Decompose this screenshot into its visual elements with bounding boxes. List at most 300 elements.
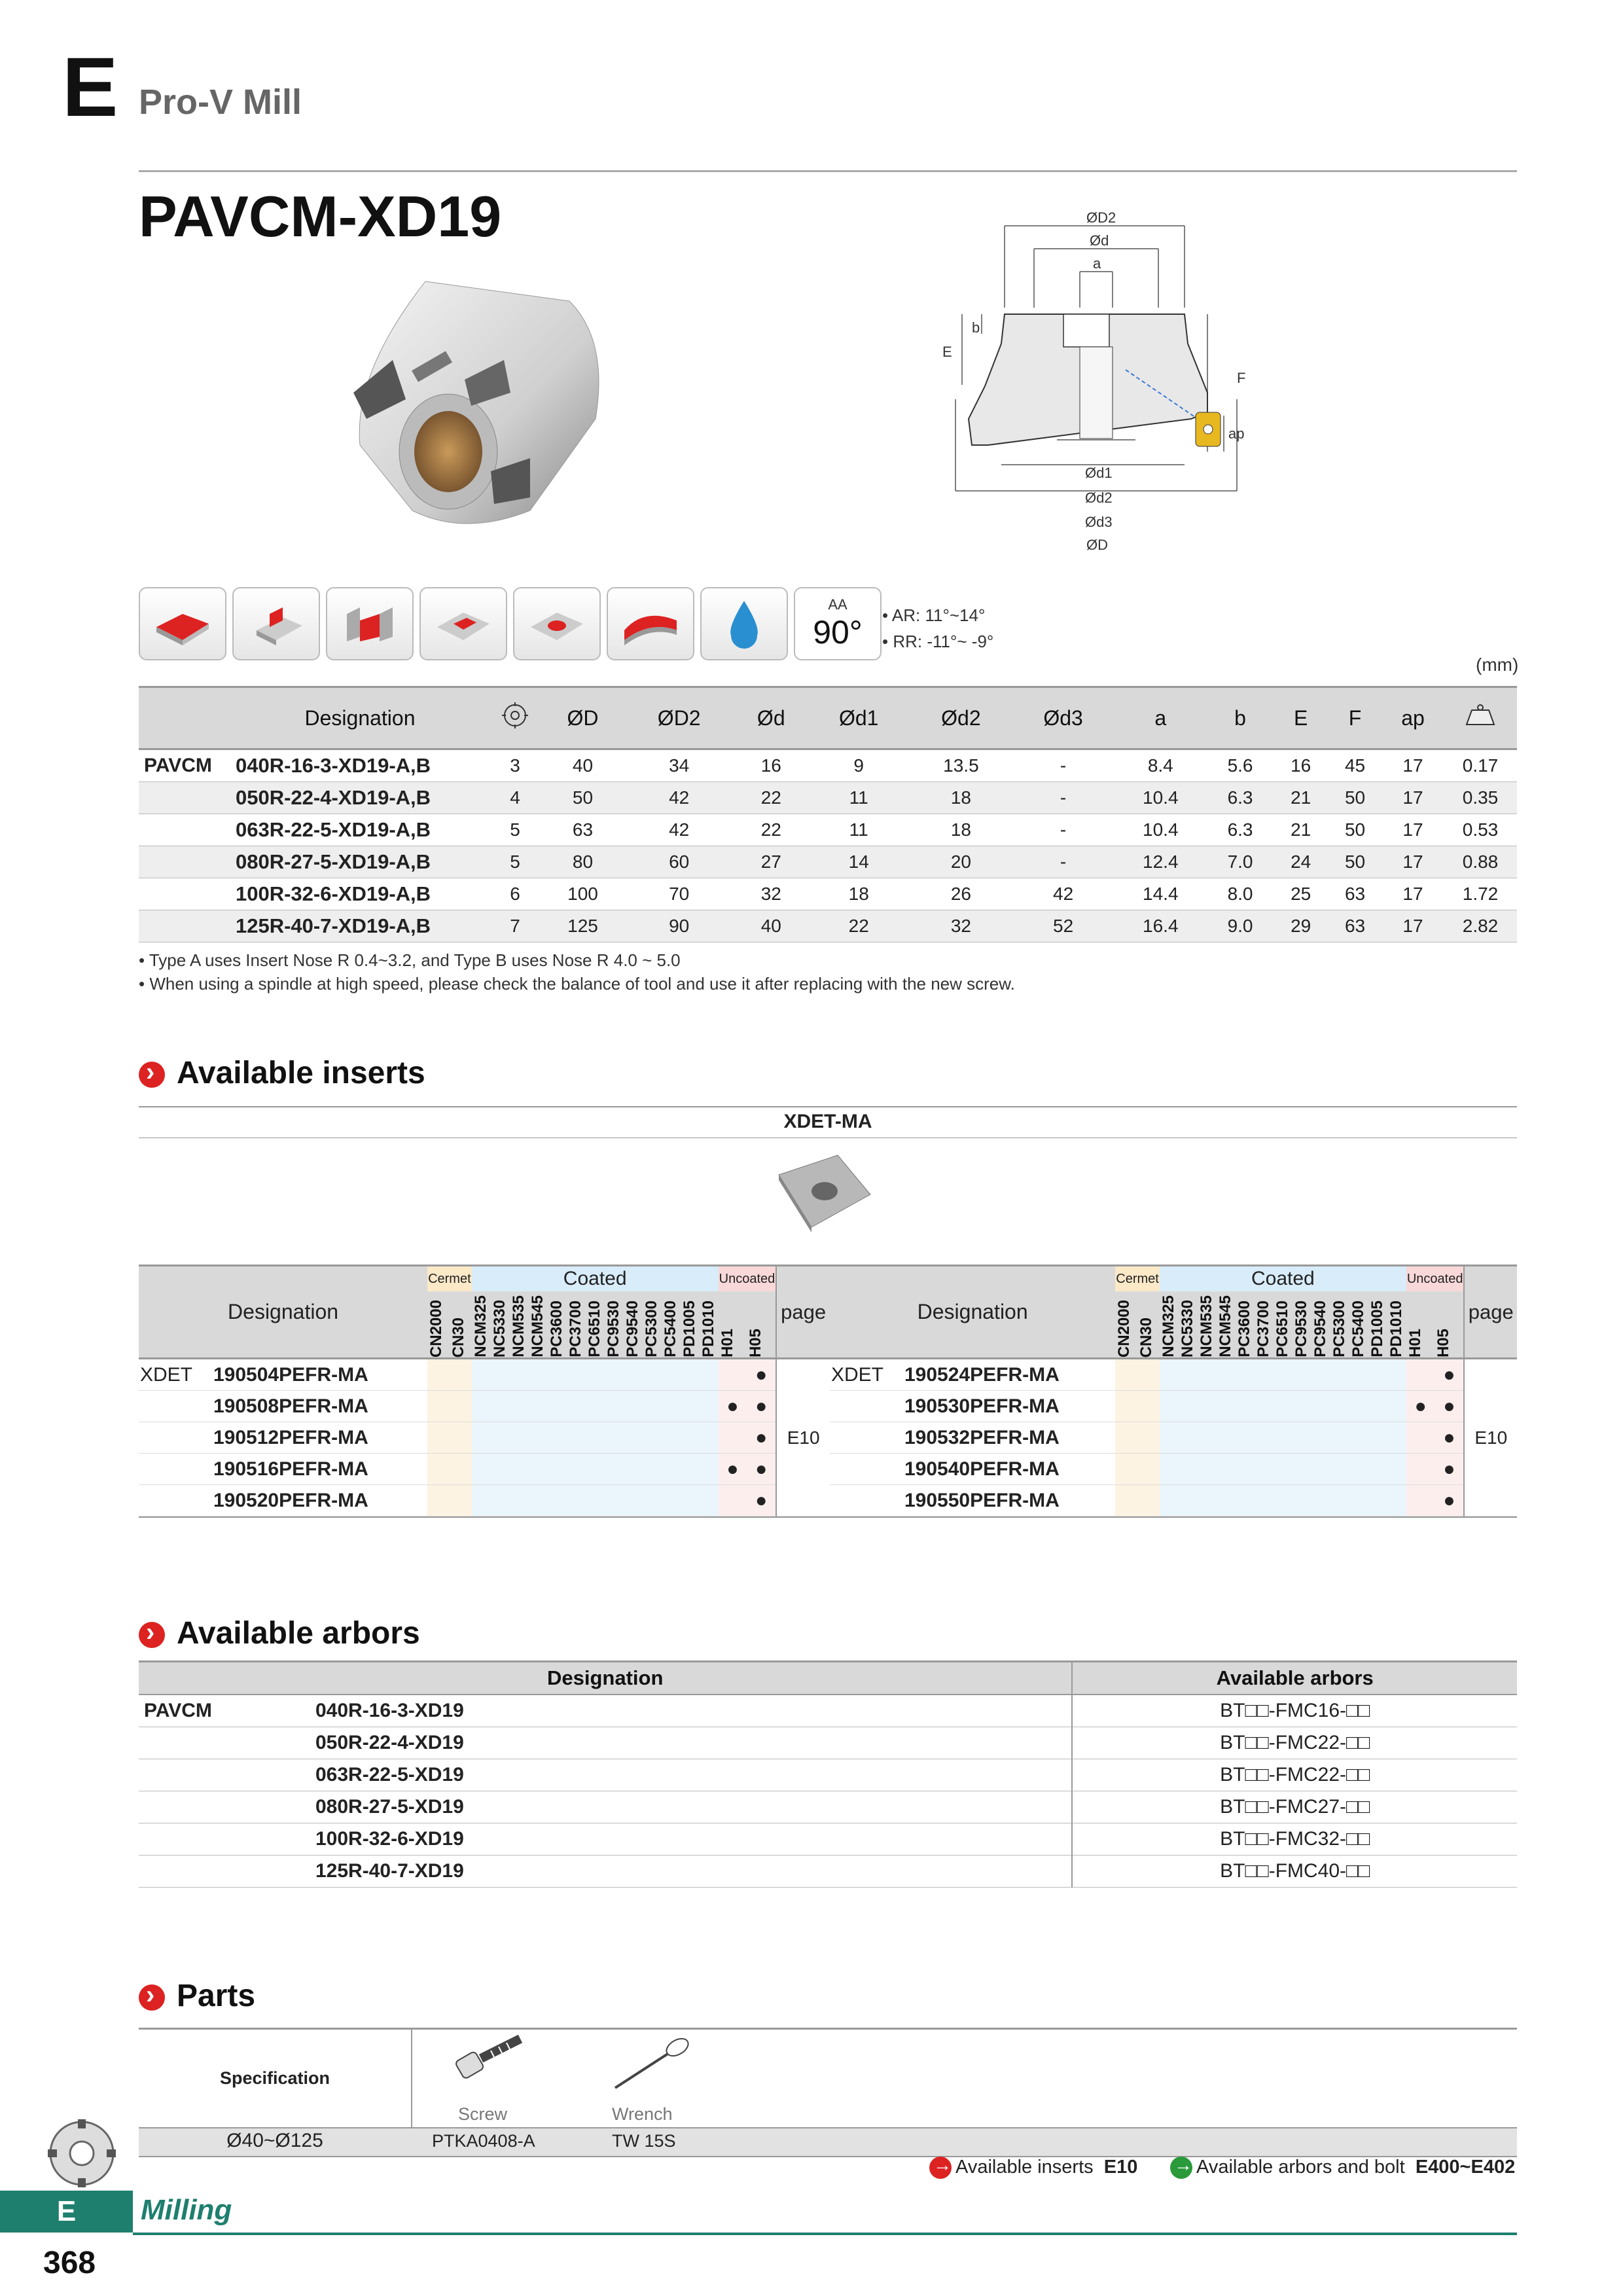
grade-cell [1255, 1454, 1274, 1485]
arbors-header-row [139, 1662, 1517, 1695]
spec-cell: 17 [1382, 878, 1444, 910]
spec-cell: 42 [1012, 878, 1114, 910]
grade-column-header [643, 1292, 662, 1359]
spec-prefix [139, 878, 232, 910]
parts-range: Ø40~Ø125 [226, 2130, 323, 2151]
arbor-designation: 100R-32-6-XD19 [315, 1823, 1072, 1856]
grade-cell [1330, 1485, 1349, 1516]
grade-cell [1236, 1391, 1255, 1422]
grade-cell [662, 1454, 681, 1485]
spec-cell: 21 [1274, 782, 1328, 814]
grade-cell [681, 1454, 700, 1485]
spec-cell: 16 [734, 749, 808, 782]
spec-cell: 18 [808, 878, 910, 910]
grade-column-header [1368, 1292, 1387, 1359]
grade-cell [1368, 1422, 1387, 1454]
grade-cell [1115, 1485, 1137, 1516]
grade-cell [681, 1422, 700, 1454]
wrench-icon [609, 2036, 694, 2094]
coated-group-label: Coated [1160, 1266, 1406, 1292]
arrow-icon [139, 1622, 165, 1648]
grade-cell [1311, 1485, 1330, 1516]
grade-cell: ● [1435, 1359, 1464, 1391]
grade-cell: ● [719, 1454, 747, 1485]
grade-label: PC9530 [1292, 1300, 1310, 1357]
coolant-icon [700, 587, 788, 660]
arbor-row [139, 1695, 1517, 1727]
grade-cell [567, 1454, 586, 1485]
spec-cell: 22 [734, 814, 808, 846]
grade-column-header [1179, 1292, 1198, 1359]
grade-label: PC5300 [642, 1300, 660, 1357]
grade-cell [1311, 1422, 1330, 1454]
spec-cell: 20 [910, 846, 1012, 878]
axial-rake-note: • AR: 11°~14° [882, 605, 986, 625]
grade-cell [700, 1359, 719, 1391]
arbor-code: BT□□-FMC22-□□ [1072, 1759, 1517, 1791]
grade-column-header [605, 1292, 624, 1359]
spec-cell: 60 [624, 846, 734, 878]
ap-header: ap [1382, 687, 1444, 749]
shoulder-milling-icon [232, 587, 320, 660]
insert-designation: 190540PEFR-MA [904, 1454, 1115, 1485]
grade-label: PD1005 [1368, 1300, 1386, 1357]
spec-cell: 6 [488, 878, 542, 910]
b-header: b [1207, 687, 1274, 749]
spec-cell: 50 [1328, 846, 1382, 878]
insert-row [139, 1422, 830, 1454]
grade-cell [548, 1391, 567, 1422]
spec-cell: 24 [1274, 846, 1328, 878]
arrow-icon [139, 1984, 165, 2011]
grade-cell [427, 1454, 450, 1485]
spec-cell: 14.4 [1115, 878, 1207, 910]
grade-cell [586, 1359, 605, 1391]
grade-cell [586, 1422, 605, 1454]
spec-cell: 0.17 [1444, 749, 1517, 782]
grade-cell: ● [1435, 1485, 1464, 1516]
arbor-designation: 040R-16-3-XD19 [315, 1695, 1072, 1727]
grade-cell [605, 1359, 624, 1391]
grade-label: PD1010 [1387, 1300, 1405, 1357]
grade-cell [1217, 1485, 1236, 1516]
footer-link-inserts[interactable] [929, 2157, 1137, 2179]
spec-table [139, 686, 1517, 942]
grade-cell [1330, 1422, 1349, 1454]
spec-row [139, 910, 1517, 942]
grade-cell [1387, 1454, 1406, 1485]
footer-link2-ref: E400~E402 [1415, 2157, 1516, 2178]
grade-cell [1311, 1391, 1330, 1422]
grade-cell [567, 1391, 586, 1422]
insert-prefix [139, 1485, 213, 1516]
spec-cell: 63 [1328, 878, 1382, 910]
grade-cell [529, 1454, 548, 1485]
grade-cell [1255, 1422, 1274, 1454]
Od2-header: Ød2 [910, 687, 1012, 749]
grade-column-header [662, 1292, 681, 1359]
spec-cell: 3 [488, 749, 542, 782]
grade-cell [1115, 1422, 1137, 1454]
grade-cell [681, 1485, 700, 1516]
OD2-header: ØD2 [624, 687, 734, 749]
insert-page-ref[interactable]: E10 [1464, 1359, 1517, 1516]
grade-cell [491, 1359, 510, 1391]
grade-cell [624, 1359, 643, 1391]
note-type: • Type A uses Insert Nose R 0.4~3.2, and Type B uses Nose R 4.0 ~ 5.0 [139, 950, 681, 970]
grade-cell [1330, 1454, 1349, 1485]
weight-header [1444, 687, 1517, 749]
teeth-count-icon [501, 701, 529, 730]
spec-cell: 14 [808, 846, 910, 878]
grade-cell [472, 1454, 491, 1485]
inserts-heading-text: Available inserts [177, 1056, 425, 1090]
grade-cell [1217, 1422, 1236, 1454]
spec-row [139, 846, 1517, 878]
spec-prefix [139, 814, 232, 846]
spec-cell: 13.5 [910, 749, 1012, 782]
arbor-code: BT□□-FMC40-□□ [1072, 1856, 1517, 1888]
grade-cell: ● [1435, 1391, 1464, 1422]
grade-cell [1255, 1391, 1274, 1422]
grade-column-header [1330, 1292, 1349, 1359]
grade-cell [472, 1485, 491, 1516]
grade-column-header [491, 1292, 510, 1359]
insert-designation: 190532PEFR-MA [904, 1422, 1115, 1454]
arbor-prefix [139, 1727, 315, 1759]
label-b: b [972, 319, 980, 336]
grade-cell [1160, 1454, 1179, 1485]
spec-cell: 17 [1382, 814, 1444, 846]
grade-cell [643, 1359, 662, 1391]
grade-cell [1137, 1485, 1160, 1516]
insert-row [830, 1422, 1517, 1454]
grade-label: PC5300 [1330, 1300, 1348, 1357]
grade-cell [624, 1454, 643, 1485]
arbor-designation: 080R-27-5-XD19 [315, 1791, 1072, 1823]
grade-cell [1198, 1454, 1217, 1485]
spec-row [139, 814, 1517, 846]
grade-label: NCM545 [528, 1295, 546, 1357]
spec-cell: 7 [488, 910, 542, 942]
spec-designation: 100R-32-6-XD19-A,B [232, 878, 488, 910]
grade-cell [427, 1485, 450, 1516]
grade-cell [643, 1391, 662, 1422]
spec-cell: - [1012, 846, 1114, 878]
grade-cell [1115, 1454, 1137, 1485]
insert-designation-header: Designation [139, 1266, 427, 1359]
spec-cell: 6.3 [1207, 782, 1274, 814]
footer-bar [133, 2233, 1517, 2235]
insert-row [830, 1485, 1517, 1516]
header-rule [139, 170, 1517, 172]
spec-cell: 32 [910, 910, 1012, 942]
prefix-header [139, 687, 232, 749]
grade-cell [567, 1422, 586, 1454]
spec-cell: - [1012, 782, 1114, 814]
grade-cell [1368, 1454, 1387, 1485]
spec-cell: 90 [624, 910, 734, 942]
insert-prefix [830, 1391, 904, 1422]
screw-label: Screw [458, 2104, 508, 2124]
grade-column-header [624, 1292, 643, 1359]
label-Od3: Ød3 [1085, 514, 1113, 530]
grade-cell [1179, 1422, 1198, 1454]
spec-cell: 70 [624, 878, 734, 910]
grade-cell [1293, 1485, 1311, 1516]
grade-cell [681, 1359, 700, 1391]
insert-grade-table [830, 1265, 1517, 1516]
grade-cell [1179, 1391, 1198, 1422]
spec-cell: 8.4 [1115, 749, 1207, 782]
spec-cell: 45 [1328, 749, 1382, 782]
spec-row [139, 749, 1517, 782]
grade-column-header [1115, 1292, 1137, 1359]
F-header: F [1328, 687, 1382, 749]
insert-name: XDET-MA [783, 1111, 872, 1132]
grade-cell [1160, 1359, 1179, 1391]
grade-cell [491, 1485, 510, 1516]
label-Od2b: Ød2 [1085, 490, 1113, 506]
insert-page-ref[interactable]: E10 [776, 1359, 830, 1516]
insert-designation: 190524PEFR-MA [904, 1359, 1115, 1391]
grade-cell [1198, 1359, 1217, 1391]
insert-designation-header: Designation [830, 1266, 1115, 1359]
page-number: 368 [43, 2246, 96, 2280]
insert-image [766, 1149, 877, 1234]
cermet-group-label: Cermet [1115, 1266, 1160, 1292]
spec-row [139, 878, 1517, 910]
grade-cell [700, 1391, 719, 1422]
grade-cell [1236, 1454, 1255, 1485]
spec-cell: 9 [808, 749, 910, 782]
spec-cell: 52 [1012, 910, 1114, 942]
spec-prefix [139, 782, 232, 814]
grade-column-header [1311, 1292, 1330, 1359]
grade-cell [548, 1454, 567, 1485]
grade-cell [1115, 1391, 1137, 1422]
grade-cell: ● [747, 1391, 776, 1422]
spec-cell: 16 [1274, 749, 1328, 782]
insert-designation: 190512PEFR-MA [213, 1422, 427, 1454]
grade-cell [1387, 1422, 1406, 1454]
grade-label: PC5400 [661, 1300, 679, 1357]
arbors-table [139, 1660, 1517, 1888]
grade-cell: ● [747, 1422, 776, 1454]
grade-label: PD1005 [680, 1300, 698, 1357]
spec-cell: 100 [542, 878, 624, 910]
arbor-prefix [139, 1791, 315, 1823]
spec-cell: 17 [1382, 846, 1444, 878]
grade-cell [586, 1485, 605, 1516]
grade-cell [1349, 1391, 1368, 1422]
grade-cell: ● [719, 1391, 747, 1422]
grade-cell [662, 1485, 681, 1516]
arbor-row [139, 1823, 1517, 1856]
grade-cell [586, 1391, 605, 1422]
grade-label: PC6510 [585, 1300, 603, 1357]
grade-cell [1330, 1359, 1349, 1391]
label-Od: Ød [1090, 232, 1109, 249]
parts-screw-code: PTKA0408-A [432, 2131, 535, 2151]
grade-cell [1137, 1454, 1160, 1485]
grade-column-header [1198, 1292, 1217, 1359]
arbors-heading [139, 1615, 420, 1651]
spec-cell: 18 [910, 814, 1012, 846]
grade-cell [491, 1391, 510, 1422]
parts-heading-text: Parts [177, 1979, 256, 2013]
spec-cell: 4 [488, 782, 542, 814]
grade-label: NCM535 [1197, 1295, 1215, 1357]
grade-cell [491, 1422, 510, 1454]
grade-cell [1236, 1422, 1255, 1454]
grade-cell [1349, 1454, 1368, 1485]
label-Od1: Ød1 [1085, 465, 1113, 481]
category-label: Milling [141, 2194, 232, 2226]
Od-header: Ød [734, 687, 808, 749]
grade-cell [1255, 1359, 1274, 1391]
grade-cell [427, 1359, 450, 1391]
grade-label: H05 [1435, 1328, 1453, 1357]
grade-label: PC5400 [1349, 1300, 1367, 1357]
parts-wrench-code: TW 15S [612, 2131, 676, 2151]
label-ap: ap [1228, 425, 1245, 442]
grade-label: PC3700 [566, 1300, 584, 1357]
grade-cell [1293, 1422, 1311, 1454]
grade-cell [1217, 1359, 1236, 1391]
arbor-code: BT□□-FMC22-□□ [1072, 1727, 1517, 1759]
spec-designation: 040R-16-3-XD19-A,B [232, 749, 488, 782]
footer-link-arbors[interactable] [1170, 2157, 1515, 2179]
insert-designation: 190520PEFR-MA [213, 1485, 427, 1516]
spec-cell: 26 [910, 878, 1012, 910]
grade-column-header [1217, 1292, 1236, 1359]
spec-cell: 18 [910, 782, 1012, 814]
angle-label: AA [828, 596, 847, 613]
grade-label: PD1010 [699, 1300, 717, 1357]
parts-heading [139, 1978, 255, 2014]
grade-cell [1179, 1454, 1198, 1485]
grade-cell [681, 1391, 700, 1422]
grade-cell [427, 1422, 450, 1454]
grade-cell [1311, 1454, 1330, 1485]
chapter-tab: E [0, 2191, 133, 2233]
label-F: F [1237, 370, 1246, 386]
label-OD: ØD [1086, 537, 1108, 553]
screw-icon [452, 2032, 530, 2091]
cermet-group-label: Cermet [427, 1266, 472, 1292]
insert-prefix [830, 1485, 904, 1516]
arrow-icon [1170, 2157, 1192, 2179]
grade-column-header [586, 1292, 605, 1359]
insert-row [139, 1359, 830, 1391]
grade-cell [450, 1359, 472, 1391]
spec-prefix: PAVCM [139, 749, 232, 782]
label-OD2: ØD2 [1086, 209, 1116, 226]
uncoated-group-label: Uncoated [1406, 1266, 1465, 1292]
grade-cell [1349, 1485, 1368, 1516]
grade-cell [472, 1359, 491, 1391]
arbor-row [139, 1727, 1517, 1759]
grade-cell [548, 1485, 567, 1516]
label-E: E [942, 344, 952, 360]
insert-designation: 190504PEFR-MA [213, 1359, 427, 1391]
grade-cell [700, 1454, 719, 1485]
approach-angle-box [794, 587, 882, 660]
spec-cell: 0.35 [1444, 782, 1517, 814]
grade-cell [1160, 1391, 1179, 1422]
parts-rule [139, 2028, 1517, 2030]
grade-cell [1274, 1422, 1293, 1454]
grade-cell [529, 1359, 548, 1391]
grade-cell [1236, 1485, 1255, 1516]
grade-cell [491, 1454, 510, 1485]
grade-label: NCM535 [509, 1295, 527, 1357]
grade-cell [1274, 1359, 1293, 1391]
spec-cell: 63 [542, 814, 624, 846]
arbors-available-header: Available arbors [1072, 1662, 1517, 1695]
grade-label: CN30 [1137, 1317, 1156, 1357]
grade-cell [1387, 1485, 1406, 1516]
spec-cell: 1.72 [1444, 878, 1517, 910]
grade-cell [624, 1485, 643, 1516]
grade-cell [1160, 1422, 1179, 1454]
grade-cell [1349, 1422, 1368, 1454]
parts-spec-label: Specification [219, 2068, 330, 2088]
spec-cell: 7.0 [1207, 846, 1274, 878]
grade-column-header [472, 1292, 491, 1359]
grade-cell [1198, 1391, 1217, 1422]
grade-cell: ● [747, 1359, 776, 1391]
insert-table-left [139, 1265, 830, 1518]
spec-cell: 29 [1274, 910, 1328, 942]
insert-designation: 190508PEFR-MA [213, 1391, 427, 1422]
insert-group-row [830, 1266, 1517, 1292]
radial-rake-note: • RR: -11°~ -9° [882, 632, 994, 651]
insert-row [139, 1485, 830, 1516]
spec-designation: 125R-40-7-XD19-A,B [232, 910, 488, 942]
grade-column-header [1293, 1292, 1311, 1359]
spec-cell: 6.3 [1207, 814, 1274, 846]
arbor-code: BT□□-FMC16-□□ [1072, 1695, 1517, 1727]
insert-prefix [830, 1422, 904, 1454]
grade-column-header [529, 1292, 548, 1359]
arbor-prefix [139, 1856, 315, 1888]
grade-cell: ● [1406, 1391, 1435, 1422]
angle-value: 90° [813, 614, 863, 651]
grade-label: H01 [718, 1328, 736, 1357]
grade-cell: ● [1435, 1454, 1464, 1485]
grade-cell [643, 1485, 662, 1516]
grade-cell [472, 1422, 491, 1454]
grade-cell [548, 1422, 567, 1454]
inserts-heading [139, 1055, 425, 1091]
grade-column-header [450, 1292, 472, 1359]
arbor-prefix [139, 1823, 315, 1856]
spec-cell: 34 [624, 749, 734, 782]
insert-row [139, 1391, 830, 1422]
spec-cell: 40 [542, 749, 624, 782]
spec-cell: 12.4 [1115, 846, 1207, 878]
grade-cell [1406, 1422, 1435, 1454]
insert-prefix: XDET [139, 1359, 213, 1391]
grade-cell [700, 1485, 719, 1516]
grade-label: NCM545 [1216, 1295, 1234, 1357]
grade-cell [1137, 1391, 1160, 1422]
pocketing-icon [419, 587, 507, 660]
grade-column-header [1137, 1292, 1160, 1359]
grade-column-header [1435, 1292, 1464, 1359]
